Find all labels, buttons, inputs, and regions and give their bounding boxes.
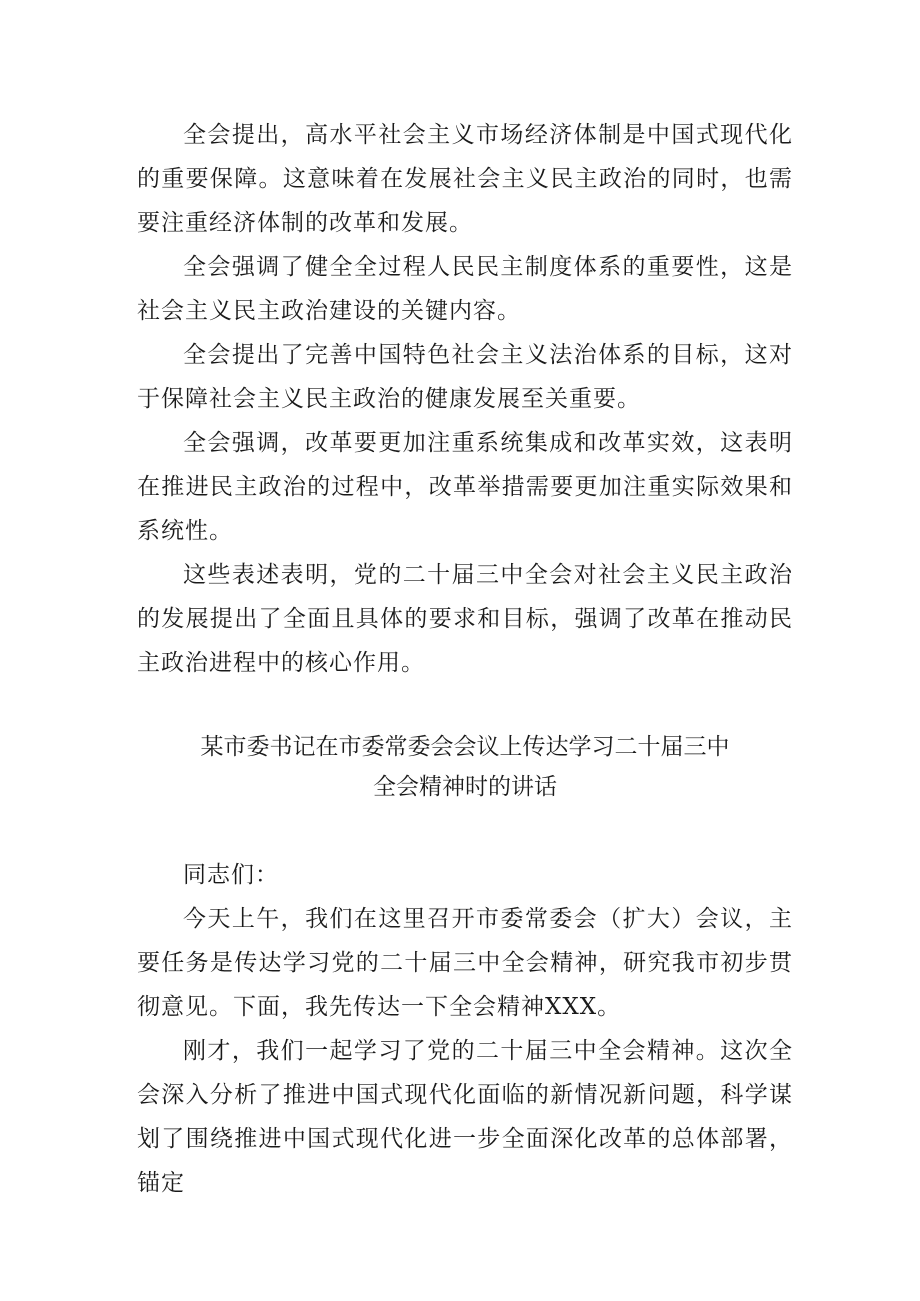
- speech-title-line-2: 全会精神时的讲话: [373, 774, 557, 800]
- paragraph-3: 全会提出了完善中国特色社会主义法治体系的目标，这对于保障社会主义民主政治的健康发展至关重要。: [137, 342, 793, 412]
- paragraph-7: 刚才，我们一起学习了党的二十届三中全会精神。这次全会深入分析了推进中国式现代化面临的新情况新问题，科学谋划了围绕推进中国式现代化进一步全面深化改革的总体部署，锚定: [137, 1038, 793, 1196]
- paragraph-2: 全会强调了健全全过程人民民主制度体系的重要性，这是社会主义民主政治建设的关键内容。: [137, 254, 793, 324]
- paragraph-6: 今天上午，我们在这里召开市委常委会（扩大）会议，主要任务是传达学习党的二十届三中全会精神，研究我市初步贯彻意见。下面，我先传达一下全会精神XXX。: [137, 906, 793, 1020]
- speech-title: [137, 727, 793, 807]
- salutation: 同志们：: [183, 862, 279, 888]
- speech-title-line-1: 某市委书记在市委常委会会议上传达学习二十届三中: [200, 734, 730, 760]
- paragraph-4: 全会强调，改革要更加注重系统集成和改革实效，这表明在推进民主政治的过程中，改革举措需要更加注重实际效果和系统性。: [137, 430, 793, 544]
- paragraph-1: 全会提出，高水平社会主义市场经济体制是中国式现代化的重要保障。这意味着在发展社会主义民主政治的同时，也需要注重经济体制的改革和发展。: [137, 122, 793, 236]
- paragraph-5: 这些表述表明，党的二十届三中全会对社会主义民主政治的发展提出了全面且具体的要求和目标，强调了改革在推动民主政治进程中的核心作用。: [137, 562, 793, 676]
